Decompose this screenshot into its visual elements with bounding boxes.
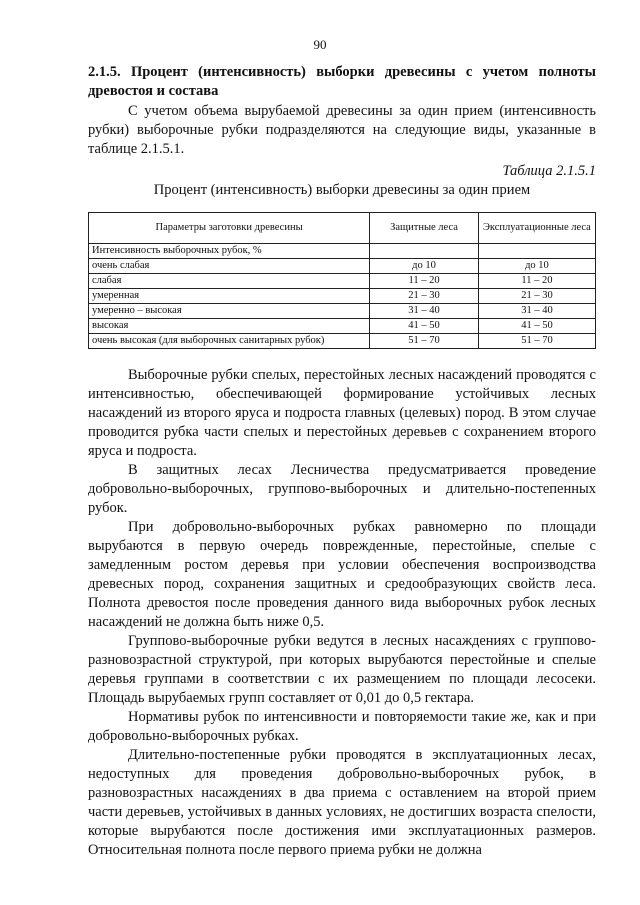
row-label: высокая: [89, 319, 370, 334]
table-label: Таблица 2.1.5.1: [502, 163, 596, 179]
table-row: [89, 319, 596, 334]
table-row: [89, 259, 596, 274]
row-value-protective: 11 – 20: [370, 274, 479, 289]
section-heading: 2.1.5. Процент (интенсивность) выборки древесины с учетом полноты древостоя и состава: [88, 64, 596, 99]
table-group-row: [89, 244, 596, 259]
paragraph: Длительно-постепенные рубки проводятся в эксплуатационных лесах, недоступных для проведения добровольно-выборочных рубок, в разновозрастных насаждениях в два приема с оставлением на второй прием части деревьев, устойчивых в данных условиях, не достигших возраста спелости, которые вырубаются после достижения ими эксплуатационных размеров. Относительная полнота после первого приема рубки не должна: [88, 747, 596, 858]
row-label: очень высокая (для выборочных санитарных рубок): [89, 334, 370, 349]
paragraph: При добровольно-выборочных рубках равномерно по площади вырубаются в первую очередь поврежденные, перестойные, спелые с замедленным ростом деревья при условии обеспечения воспроизводства древесных пород, сохранения защитных и средообразующих свойств леса. Полнота древостоя после проведения данного вида выборочных рубок лесных насаждений не должна быть ниже 0,5.: [88, 519, 596, 630]
paragraph: Выборочные рубки спелых, перестойных лесных насаждений проводятся с интенсивностью, обеспечивающей формирование устойчивых лесных насаждений из второго яруса и подроста главных (целевых) пород. В этом случае проводится рубка части спелых и перестойных деревьев с сохранением второго яруса и подроста.: [88, 367, 596, 459]
intro-paragraph: С учетом объема вырубаемой древесины за один прием (интенсивность рубки) выборочные рубки подразделяются на следующие виды, указанные в таблице 2.1.5.1.: [88, 103, 596, 157]
row-label: умеренно – высокая: [89, 304, 370, 319]
paragraph: Нормативы рубок по интенсивности и повторяемости такие же, как и при добровольно-выборочных рубках.: [88, 709, 596, 744]
body-text: [88, 366, 596, 860]
paragraph: В защитных лесах Лесничества предусматривается проведение добровольно-выборочных, группово-выборочных и длительно-постепенных рубок.: [88, 462, 596, 516]
row-value-protective: 41 – 50: [370, 319, 479, 334]
row-value-exploitation: до 10: [478, 259, 595, 274]
table-caption: Процент (интенсивность) выборки древесины за один прием: [153, 182, 531, 198]
table-row: [89, 274, 596, 289]
row-value-exploitation: 21 – 30: [478, 289, 595, 304]
row-label: очень слабая: [89, 259, 370, 274]
row-value-protective: до 10: [370, 259, 479, 274]
row-value-exploitation: 31 – 40: [478, 304, 595, 319]
header-parameters: Параметры заготовки древесины: [89, 213, 370, 244]
row-label: умеренная: [89, 289, 370, 304]
row-value-protective: 21 – 30: [370, 289, 479, 304]
row-value-exploitation: 41 – 50: [478, 319, 595, 334]
row-value-exploitation: 11 – 20: [478, 274, 595, 289]
row-value-protective: 51 – 70: [370, 334, 479, 349]
intensity-table: [88, 212, 596, 349]
table-header-row: [89, 213, 596, 244]
header-protective-forests: Защитные леса: [370, 213, 479, 244]
row-label: слабая: [89, 274, 370, 289]
row-value-exploitation: 51 – 70: [478, 334, 595, 349]
table-row: [89, 289, 596, 304]
paragraph: Группово-выборочные рубки ведутся в лесных насаждениях с группово-разновозрастной структурой, при которых вырубаются перестойные и спелые деревья группами в соответствии с их размещением по площади лесосеки. Площадь вырубаемых групп составляет от 0,01 до 0,5 гектара.: [88, 633, 596, 706]
row-value-protective: 31 – 40: [370, 304, 479, 319]
table-row: [89, 304, 596, 319]
header-exploitation-forests: Эксплуатационные леса: [478, 213, 595, 244]
group-label: Интенсивность выборочных рубок, %: [89, 244, 370, 259]
table-row: [89, 334, 596, 349]
page-number: 90: [313, 37, 327, 52]
